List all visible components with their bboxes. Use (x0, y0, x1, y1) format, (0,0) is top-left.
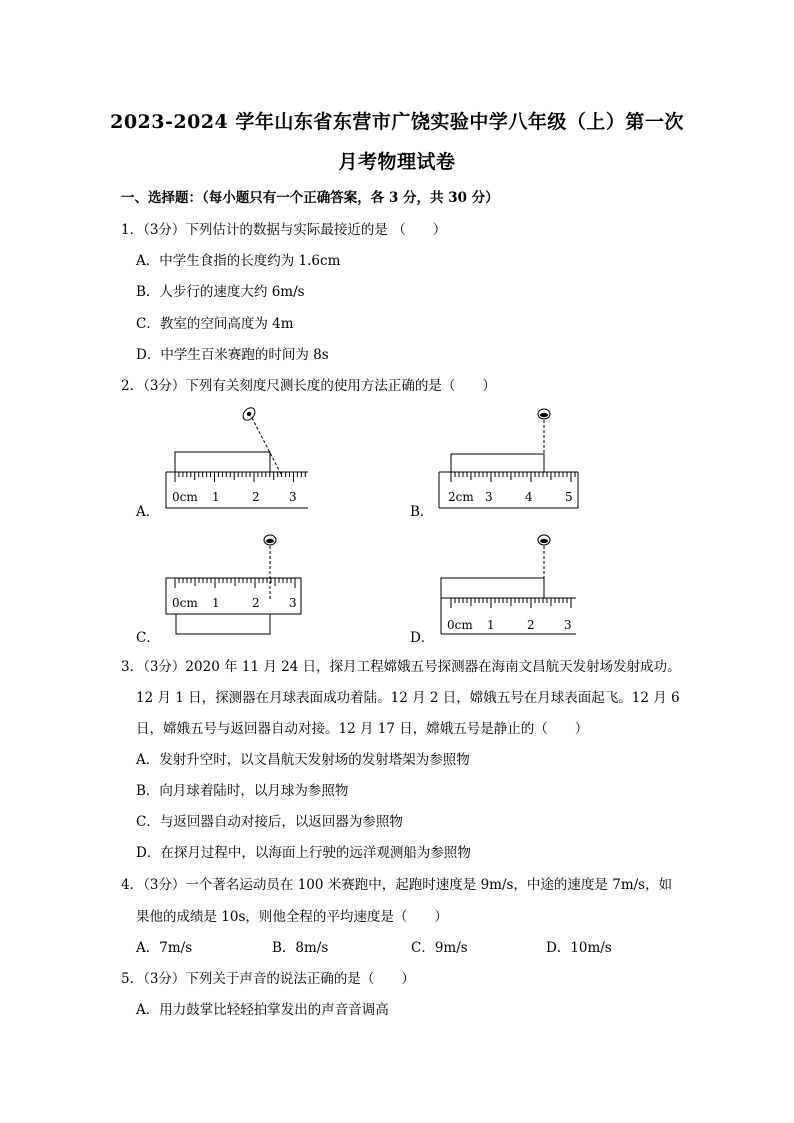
question-3-option-d: D．在探月过程中，以海面上行驶的远洋观测船为参照物 (136, 845, 471, 861)
eye-icon-c (264, 535, 276, 545)
fig-b-tick-2: 4 (525, 490, 533, 504)
fig-a-tick-2: 2 (252, 490, 260, 504)
fig-d-tick-0: 0cm (447, 618, 473, 632)
fig-b-tick-3: 5 (565, 490, 573, 504)
section-heading: 一、选择题：（每小题只有一个正确答案，各 3 分，共 30 分） (121, 190, 499, 206)
question-4-stem-line2: 果他的成绩是 10s，则他全程的平均速度是（ ） (136, 909, 448, 925)
question-3-stem-line1: 3．（3分）2020 年 11 月 24 日，探月工程嫦娥五号探测器在海南文昌航天发射场发射成功。 (121, 659, 681, 675)
question-1-option-b: B．人步行的速度大约 6m/s (136, 284, 305, 300)
paper-title-line1: 2023-2024 学年山东省东营市广饶实验中学八年级（上）第一次 (110, 111, 684, 133)
fig-c-tick-1: 1 (212, 596, 220, 610)
question-1-stem: 1．（3分）下列估计的数据与实际最接近的是 （ ） (121, 222, 447, 238)
question-1-option-c: C．教室的空间高度为 4m (136, 316, 294, 332)
eye-icon-b (538, 409, 550, 419)
question-3-option-b: B．向月球着陆时，以月球为参照物 (136, 783, 349, 799)
question-1-option-a: A．中学生食指的长度约为 1.6cm (136, 253, 341, 269)
question-4-option-b: B．8m/s (272, 940, 329, 956)
figure-c-label: C． (136, 630, 160, 646)
fig-d-object (441, 578, 544, 598)
eye-icon-d (538, 535, 550, 545)
fig-b-tick-0: 2cm (448, 490, 474, 504)
figure-b-label: B． (410, 504, 434, 520)
question-4-option-a: A．7m/s (136, 940, 193, 956)
paper-title-line2: 月考物理试卷 (338, 151, 456, 173)
fig-a-object (175, 452, 270, 472)
fig-b-object (451, 454, 544, 472)
eye-icon-a (241, 405, 258, 422)
question-4-option-d: D．10m/s (546, 940, 612, 956)
fig-a-tick-0: 0cm (172, 490, 198, 504)
figure-a-label: A． (136, 504, 160, 520)
fig-d-tick-2: 2 (527, 618, 535, 632)
question-1-option-d: D．中学生百米赛跑的时间为 8s (136, 347, 329, 363)
fig-c-tick-0: 0cm (172, 596, 198, 610)
question-3-stem-line2: 12 月 1 日，探测器在月球表面成功着陆。12 月 2 日，嫦娥五号在月球表面起飞。12 月 6 (136, 690, 680, 706)
question-3-stem-line3: 日，嫦娥五号与返回器自动对接。12 月 17 日，嫦娥五号是静止的（ ） (136, 721, 589, 737)
fig-c-tick-2: 2 (252, 596, 260, 610)
fig-d-tick-3: 3 (564, 618, 572, 632)
fig-d-tick-1: 1 (487, 618, 495, 632)
question-5-option-a: A．用力鼓掌比轻轻拍掌发出的声音音调高 (136, 1002, 389, 1018)
fig-b-tick-1: 3 (485, 490, 493, 504)
question-4-stem-line1: 4．（3分）一个著名运动员在 100 米赛跑中，起跑时速度是 9m/s，中途的速度是 7m/s，如 (121, 877, 673, 893)
fig-a-tick-3: 3 (289, 490, 297, 504)
question-3-option-c: C．与返回器自动对接后，以返回器为参照物 (136, 814, 403, 830)
question-5-stem: 5．（3分）下列关于声音的说法正确的是（ ） (121, 971, 415, 987)
fig-c-tick-3: 3 (289, 596, 297, 610)
fig-c-object (176, 614, 270, 634)
figure-d-label: D． (410, 630, 435, 646)
question-4-option-c: C．9m/s (411, 940, 468, 956)
question-2-stem: 2．（3分）下列有关刻度尺测长度的使用方法正确的是（ ） (121, 378, 496, 394)
question-3-option-a: A．发射升空时，以文昌航天发射场的发射塔架为参照物 (136, 752, 470, 768)
fig-a-tick-1: 1 (212, 490, 220, 504)
